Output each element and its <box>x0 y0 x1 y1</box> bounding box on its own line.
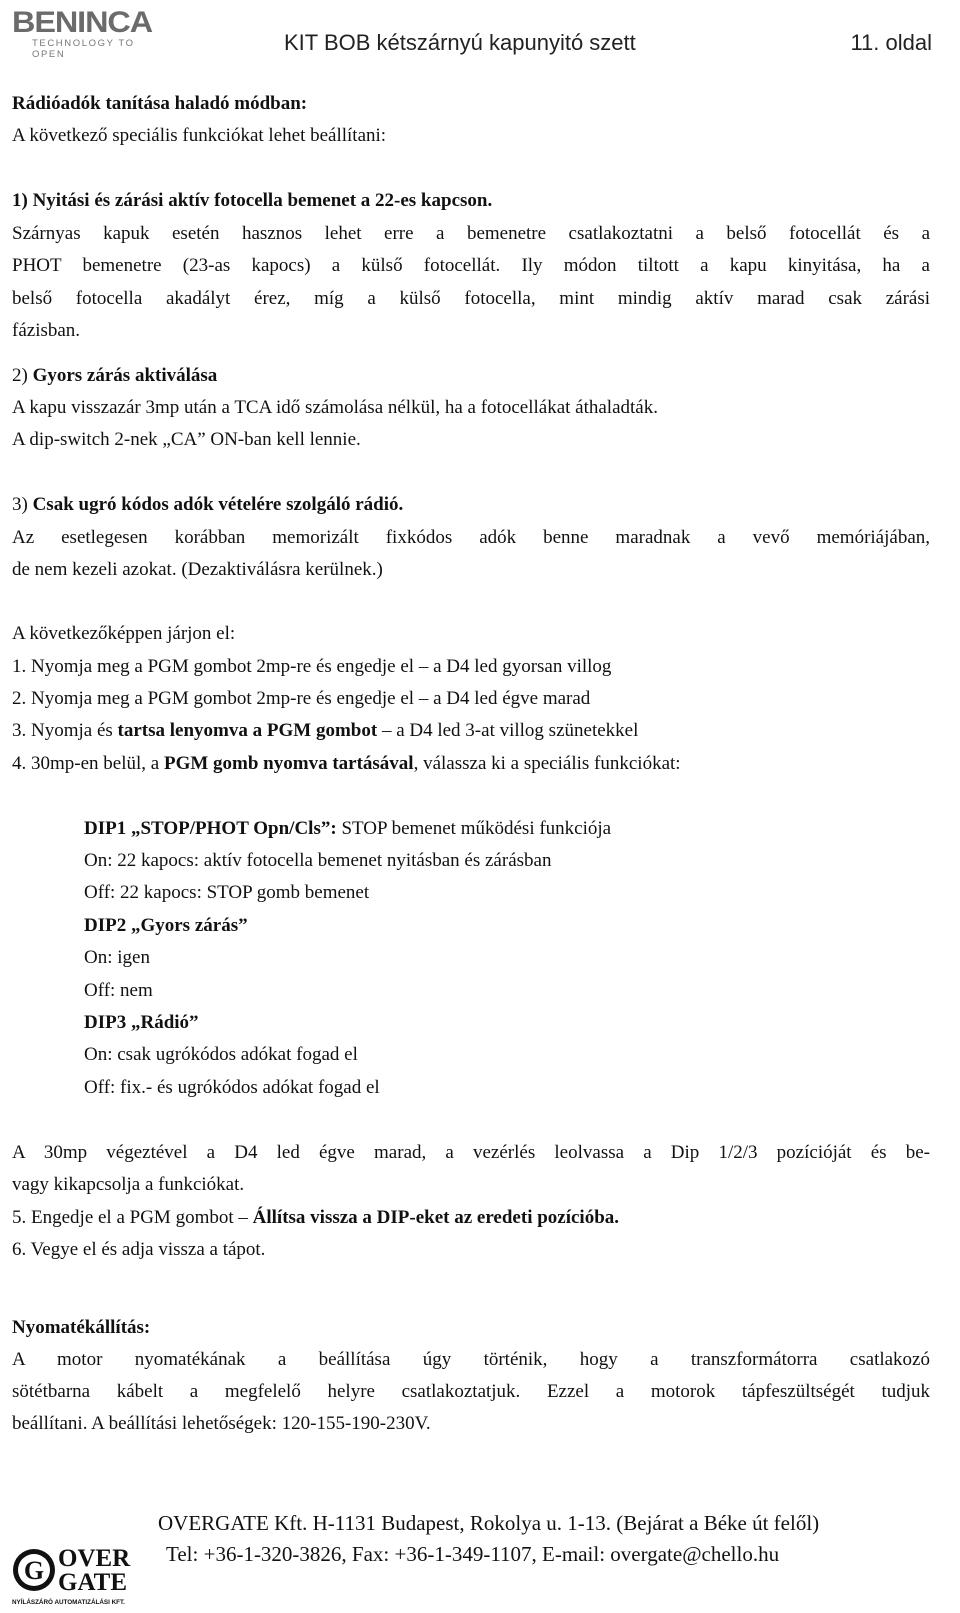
logo-tagline: TECHNOLOGY TO OPEN <box>32 38 135 60</box>
logo-subtitle: NYÍLÁSZÁRÓ AUTOMATIZÁLÁSI KFT. <box>12 1599 125 1606</box>
beninca-logo <box>12 6 170 60</box>
paragraph-line: fázisban. <box>12 320 81 341</box>
dip1-on: On: 22 kapocs: aktív fotocella bemenet nyitásban és zárásban <box>84 850 552 871</box>
paragraph-line: PHOT bemenetre (23-as kapocs) a külső fotocellát. Ily módon tiltott a kapu kinyitása, ha a <box>12 255 930 276</box>
paragraph-line: de nem kezeli azokat. (Dezaktiválásra kerülnek.) <box>12 559 383 580</box>
step-3: 3. Nyomja és tartsa lenyomva a PGM gombot – a D4 led 3-at villog szünetekkel <box>12 720 639 741</box>
dip1-off: Off: 22 kapocs: STOP gomb bemenet <box>84 882 370 903</box>
paragraph-line: A motor nyomatékának a beállítása úgy történik, hogy a transzformátorra csatlakozó <box>12 1349 930 1370</box>
paragraph-line: A dip-switch 2-nek „CA” ON-ban kell lennie. <box>12 429 361 450</box>
item1-heading: 1) Nyitási és zárási aktív fotocella bemenet a 22-es kapcson. <box>12 190 493 211</box>
page-number: 11. oldal <box>850 30 932 55</box>
dip3-on: On: csak ugrókódos adókat fogad el <box>84 1044 358 1065</box>
item2-heading: 2) Gyors zárás aktiválása <box>12 365 218 386</box>
step-6: 6. Vegye el és adja vissza a tápot. <box>12 1239 266 1260</box>
paragraph-line: sötétbarna kábelt a megfelelő helyre csatlakoztatjuk. Ezzel a motorok tápfeszültségét tudjuk <box>12 1381 930 1402</box>
document-title: KIT BOB kétszárnyú kapunyitó szett <box>284 30 636 55</box>
paragraph-line: beállítani. A beállítási lehetőségek: 120-155-190-230V. <box>12 1413 431 1434</box>
dip2-title: DIP2 „Gyors zárás” <box>84 915 248 936</box>
paragraph-line: A kapu visszazár 3mp után a TCA idő számolása nélkül, ha a fotocellákat áthaladták. <box>12 397 658 418</box>
step-2: 2. Nyomja meg a PGM gombot 2mp-re és engedje el – a D4 led égve marad <box>12 688 591 709</box>
section-intro: A következő speciális funkciókat lehet beállítani: <box>12 125 387 146</box>
torque-heading: Nyomatékállítás: <box>12 1317 151 1338</box>
logo-text: BENINCA <box>12 6 153 39</box>
footer-contact: Tel: +36-1-320-3826, Fax: +36-1-349-1107, E-mail: overgate@chello.hu <box>166 1542 780 1566</box>
paragraph-line: Az esetlegesen korábban memorizált fixkódos adók benne maradnak a vevő memóriájában, <box>12 527 930 548</box>
item3-heading: 3) Csak ugró kódos adók vételére szolgáló rádió. <box>12 494 404 515</box>
steps-intro: A következőképpen járjon el: <box>12 623 236 644</box>
section-heading: Rádióadók tanítása haladó módban: <box>12 93 308 114</box>
logo-g-letter: G <box>23 1556 45 1585</box>
footer-address: OVERGATE Kft. H-1131 Budapest, Rokolya u. 1-13. (Bejárat a Béke út felől) <box>158 1511 820 1535</box>
step-4: 4. 30mp-en belül, a PGM gomb nyomva tartásával, válassza ki a speciális funkciókat: <box>12 753 681 774</box>
dip3-title: DIP3 „Rádió” <box>84 1012 199 1033</box>
dip2-on: On: igen <box>84 947 150 968</box>
paragraph-line: A 30mp végeztével a D4 led égve marad, a vezérlés leolvassa a Dip 1/2/3 pozícióját és be- <box>12 1142 930 1163</box>
paragraph-line: belső fotocella akadályt érez, míg a külső fotocella, mint mindig aktív marad csak zárási <box>12 288 930 309</box>
step-1: 1. Nyomja meg a PGM gombot 2mp-re és engedje el – a D4 led gyorsan villog <box>12 656 612 677</box>
dip3-off: Off: fix.- és ugrókódos adókat fogad el <box>84 1077 380 1098</box>
logo-over: OVER <box>58 1545 131 1572</box>
dip2-off: Off: nem <box>84 980 153 1001</box>
paragraph-line: vagy kikapcsolja a funkciókat. <box>12 1174 245 1195</box>
dip1-title: DIP1 „STOP/PHOT Opn/Cls”: STOP bemenet működési funkciója <box>84 818 612 839</box>
overgate-logo <box>10 1540 134 1608</box>
logo-gate: GATE <box>58 1569 127 1596</box>
step-5: 5. Engedje el a PGM gombot – Állítsa vissza a DIP-eket az eredeti pozícióba. <box>12 1207 620 1228</box>
paragraph-line: Szárnyas kapuk esetén hasznos lehet erre a bemenetre csatlakoztatni a belső fotocellát és a <box>12 223 930 244</box>
